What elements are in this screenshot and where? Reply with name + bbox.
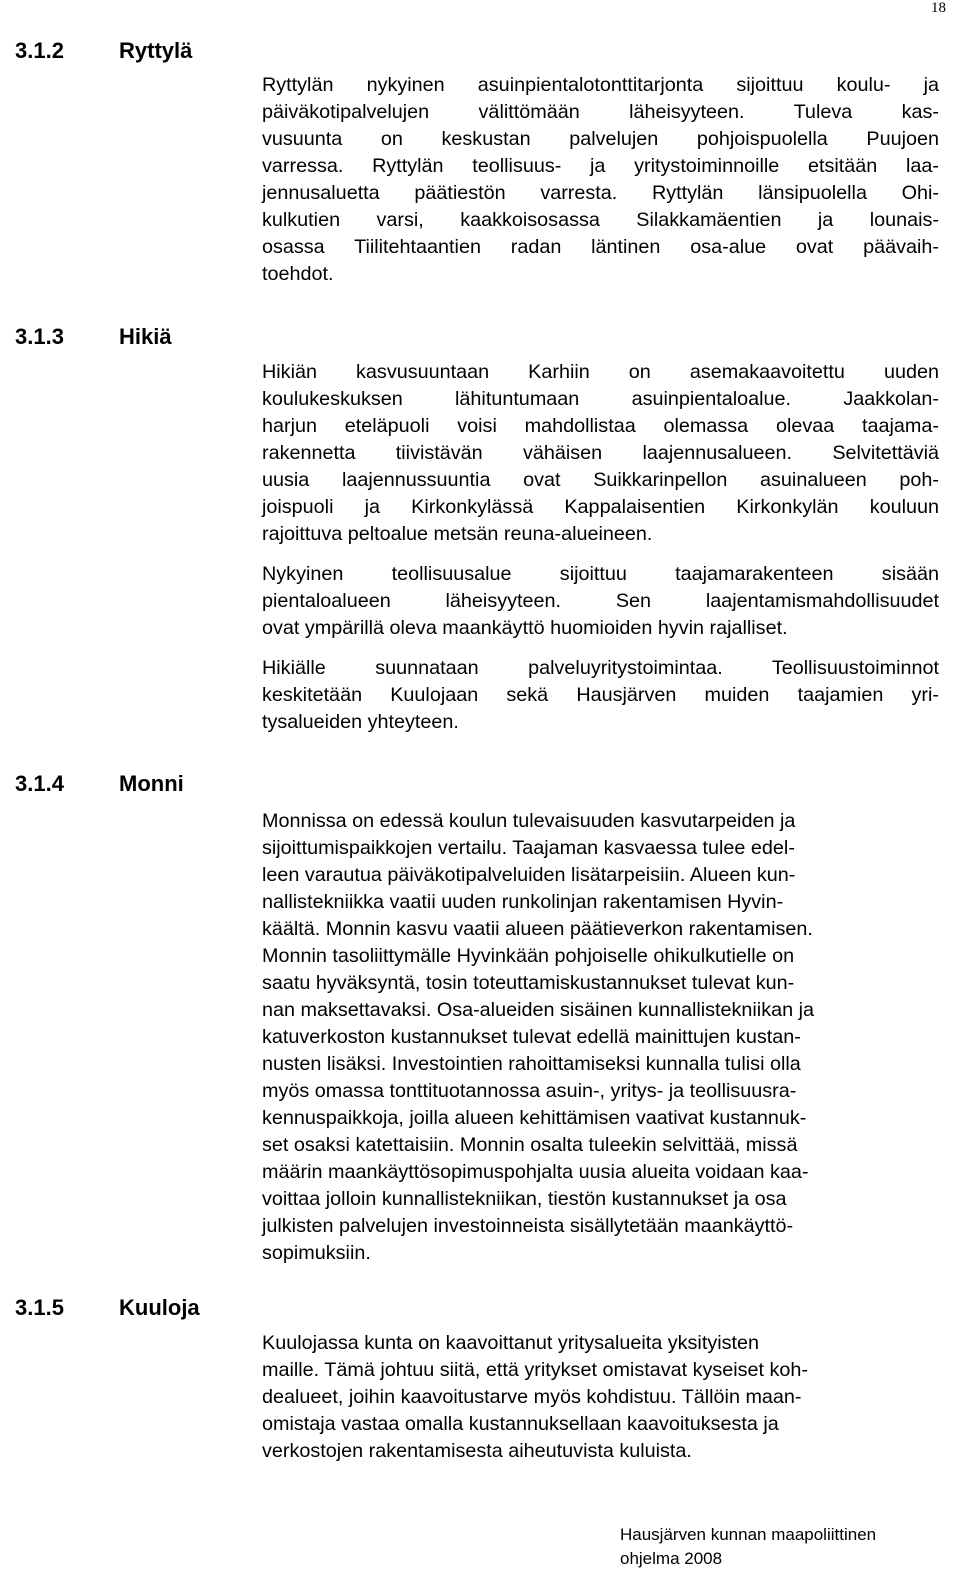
text-line: kulkutien varsi, kaakkoisosassa Silakkamäentien ja lounais- xyxy=(262,209,939,231)
text-line: leen varautua päiväkotipalveluiden lisätarpeisiin. Alueen kun- xyxy=(262,864,796,886)
text-line: rakennetta tiivistävän vähäisen laajennusalueen. Selvitettäviä xyxy=(262,442,939,464)
text-line: dealueet, joihin kaavoitustarve myös kohdistuu. Tällöin maan- xyxy=(262,1386,802,1408)
section-body-monni xyxy=(262,808,939,1280)
section-number: 3.1.2 xyxy=(15,38,64,63)
text-line: nan maksettavaksi. Osa-alueiden sisäinen kunnallistekniikan ja xyxy=(262,999,814,1021)
section-heading-hikia xyxy=(15,324,172,350)
text-line: osassa Tiilitehtaantien radan läntinen osa-alue ovat päävaih- xyxy=(262,236,939,258)
paragraph xyxy=(262,808,939,1267)
section-body-hikia xyxy=(262,359,939,749)
text-line: koulukeskuksen lähituntumaan asuinpientaloalue. Jaakkolan- xyxy=(262,388,939,410)
section-heading-monni xyxy=(15,771,184,797)
text-line: kennuspaikkoja, joilla alueen kehittämisen vaativat kustannuk- xyxy=(262,1107,807,1129)
text-line: joispuoli ja Kirkonkylässä Kappalaisentien Kirkonkylän kouluun xyxy=(262,496,939,518)
paragraph xyxy=(262,561,939,642)
text-line: keskitetään Kuulojaan sekä Hausjärven muiden taajamien yri- xyxy=(262,684,939,706)
section-number: 3.1.4 xyxy=(15,771,64,796)
text-line: sopimuksiin. xyxy=(262,1242,371,1264)
text-line: sijoittumispaikkojen vertailu. Taajaman kasvaessa tulee edel- xyxy=(262,837,795,859)
text-line: jennusaluetta päätiestön varresta. Ryttylän länsipuolella Ohi- xyxy=(262,182,939,204)
text-line: julkisten palvelujen investoinneista sisällytetään maankäyttö- xyxy=(262,1215,794,1237)
text-line: Kuulojassa kunta on kaavoittanut yritysalueita yksityisten xyxy=(262,1332,759,1354)
text-line: set osaksi katettaisiin. Monnin osalta tuleekin selvittää, missä xyxy=(262,1134,798,1156)
text-line: maille. Tämä johtuu siitä, että yritykset omistavat kyseiset koh- xyxy=(262,1359,809,1381)
text-line: uusia laajennussuuntia ovat Suikkarinpellon asuinalueen poh- xyxy=(262,469,939,491)
text-line: verkostojen rakentamisesta aiheutuvista kuluista. xyxy=(262,1440,692,1462)
text-line: rajoittuva peltoalue metsän reuna-alueineen. xyxy=(262,523,653,545)
text-line: käältä. Monnin kasvu vaatii alueen päätieverkon rakentamisen. xyxy=(262,918,813,940)
section-title: Kuuloja xyxy=(119,1295,200,1320)
paragraph xyxy=(262,72,939,288)
section-heading-kuuloja xyxy=(15,1295,200,1321)
section-number: 3.1.5 xyxy=(15,1295,64,1320)
text-line: katuverkoston kustannukset tulevat edellä mainittujen kustan- xyxy=(262,1026,801,1048)
text-line: Hikiän kasvusuuntaan Karhiin on asemakaavoitettu uuden xyxy=(262,361,939,383)
text-line: ovat ympärillä oleva maankäyttö huomioiden hyvin rajalliset. xyxy=(262,617,788,639)
text-line: saatu hyväksyntä, tosin toteuttamiskustannukset tulevat kun- xyxy=(262,972,795,994)
text-line: Monnissa on edessä koulun tulevaisuuden kasvutarpeiden ja xyxy=(262,810,796,832)
text-line: voittaa jolloin kunnallistekniikan, tiestön kustannukset ja osa xyxy=(262,1188,787,1210)
text-line: harjun eteläpuoli voisi mahdollistaa olemassa olevaa taajama- xyxy=(262,415,939,437)
text-line: toehdot. xyxy=(262,263,334,285)
text-line: määrin maankäyttösopimuspohjalta uusia alueita voidaan kaa- xyxy=(262,1161,809,1183)
text-line: päiväkotipalvelujen välittömään läheisyyteen. Tuleva kas- xyxy=(262,101,939,123)
section-title: Hikiä xyxy=(119,324,172,349)
section-body-kuuloja xyxy=(262,1330,939,1478)
paragraph xyxy=(262,359,939,548)
text-line: nusten lisäksi. Investointien rahoittamiseksi kunnalla tulisi olla xyxy=(262,1053,801,1075)
text-line: vusuunta on keskustan palvelujen pohjoispuolella Puujoen xyxy=(262,128,939,150)
section-heading-ryttyla xyxy=(15,38,192,64)
text-line: nallistekniikka vaatii uuden runkolinjan rakentamisen Hyvin- xyxy=(262,891,784,913)
page-number: 18 xyxy=(931,0,946,16)
text-line: tysalueiden yhteyteen. xyxy=(262,711,459,733)
footer-line-1: Hausjärven kunnan maapoliittinen xyxy=(620,1525,877,1544)
text-line: myös omassa tonttituotannossa asuin-, yritys- ja teollisuusra- xyxy=(262,1080,797,1102)
footer xyxy=(620,1523,876,1571)
text-line: Monnin tasoliittymälle Hyvinkään pohjoiselle ohikulkutielle on xyxy=(262,945,795,967)
paragraph xyxy=(262,655,939,736)
text-line: omistaja vastaa omalla kustannuksellaan kaavoituksesta ja xyxy=(262,1413,779,1435)
section-title: Monni xyxy=(119,771,184,796)
text-line: varressa. Ryttylän teollisuus- ja yritystoiminnoille etsitään laa- xyxy=(262,155,939,177)
text-line: pientaloalueen läheisyyteen. Sen laajentamismahdollisuudet xyxy=(262,590,939,612)
text-line: Ryttylän nykyinen asuinpientalotonttitarjonta sijoittuu koulu- ja xyxy=(262,74,939,96)
section-body-ryttyla xyxy=(262,72,939,301)
section-title: Ryttylä xyxy=(119,38,193,63)
text-line: Nykyinen teollisuusalue sijoittuu taajamarakenteen sisään xyxy=(262,563,939,585)
paragraph xyxy=(262,1330,939,1465)
footer-line-2: ohjelma 2008 xyxy=(620,1549,723,1568)
section-number: 3.1.3 xyxy=(15,324,64,349)
text-line: Hikiälle suunnataan palveluyritystoimintaa. Teollisuustoiminnot xyxy=(262,657,939,679)
